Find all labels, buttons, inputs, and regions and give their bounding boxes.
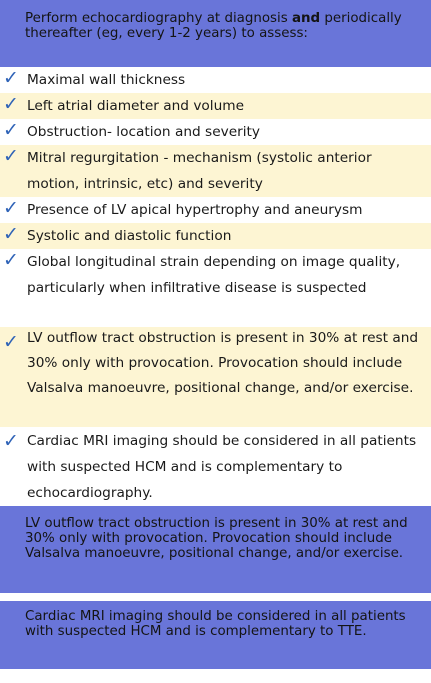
checklist-item	[0, 67, 431, 93]
checklist-item-text: Left atrial diameter and volume	[27, 98, 245, 114]
footer-note-text: LV outflow tract obstruction is present in 30% at rest and 30% only with provocation. Provocation should include Valsalva manoeuvre, positional change, and/or exercise.	[25, 516, 408, 561]
checkmark-icon: ✓	[3, 197, 19, 219]
checkmark-icon: ✓	[3, 67, 19, 89]
checkmark-icon: ✓	[3, 119, 19, 141]
checklist-item	[0, 327, 431, 427]
checklist-item-text: Cardiac MRI imaging should be considered in all patients with suspected HCM and is complementary to echocardiography.	[27, 433, 417, 501]
footer-note-panel	[0, 601, 431, 669]
checkmark-icon: ✓	[3, 249, 19, 271]
checklist-item-text: Obstruction- location and severity	[27, 124, 261, 140]
checklist-item-text: Presence of LV apical hypertrophy and aneurysm	[27, 202, 363, 218]
checklist-item	[0, 427, 431, 506]
checkmark-icon: ✓	[3, 430, 19, 452]
checkmark-icon: ✓	[3, 223, 19, 245]
intro-text: Perform echocardiography at diagnosis and periodically thereafter (eg, every 1-2 years) to assess:	[25, 11, 402, 41]
checklist-item	[0, 197, 431, 223]
checklist-item	[0, 223, 431, 249]
checklist-item	[0, 93, 431, 119]
checkmark-icon: ✓	[3, 331, 19, 353]
footer-note-panel	[0, 506, 431, 593]
checklist-item	[0, 119, 431, 145]
checklist-item-text: Global longitudinal strain depending on image quality, particularly when infiltrative disease is suspected	[27, 254, 401, 296]
intro-panel	[0, 0, 431, 67]
checklist-item-text: Systolic and diastolic function	[27, 228, 232, 244]
checklist-item-text: Mitral regurgitation - mechanism (systolic anterior motion, intrinsic, etc) and severity	[27, 150, 372, 192]
checkmark-icon: ✓	[3, 145, 19, 167]
checklist-item	[0, 249, 431, 327]
checklist-item	[0, 145, 431, 197]
checklist-item-text: Maximal wall thickness	[27, 72, 186, 88]
checkmark-icon: ✓	[3, 93, 19, 115]
divider	[0, 593, 431, 601]
footer-note-text: Cardiac MRI imaging should be considered in all patients with suspected HCM and is complementary to TTE.	[25, 609, 406, 639]
intro-bold-word: and	[291, 11, 321, 26]
checklist-item-text: LV outflow tract obstruction is present in 30% at rest and 30% only with provocation. Provocation should include Valsalva manoeuvre, positional change, and/or exercise.	[27, 330, 419, 396]
